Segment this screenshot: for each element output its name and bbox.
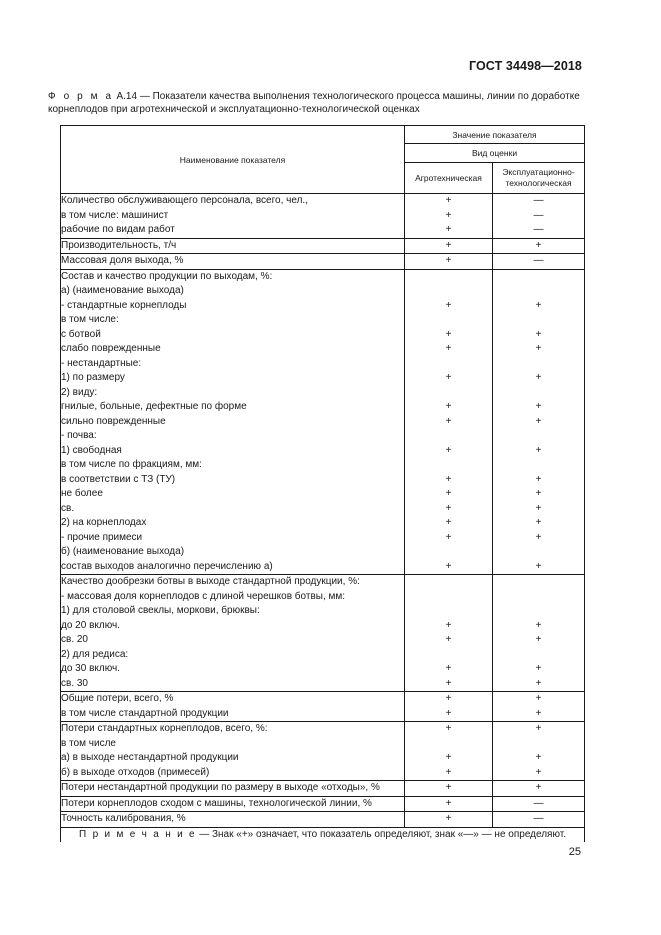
- table-row: а) (наименование выхода): [61, 284, 585, 299]
- header-agrotechnical: Агротехническая: [405, 163, 493, 194]
- table-row: св. 30 + +: [61, 677, 585, 692]
- header-indicator-value: Значение показателя: [405, 126, 585, 144]
- table-row: до 30 включ. + +: [61, 662, 585, 677]
- table-row: 2) для редиса:: [61, 648, 585, 663]
- table-row: св. + +: [61, 502, 585, 517]
- table-row: слабо поврежденные + +: [61, 342, 585, 357]
- table-row: 1) по размеру + +: [61, 371, 585, 386]
- table-row: 2) на корнеплодах + +: [61, 516, 585, 531]
- form-label: Ф о р м а: [48, 91, 114, 102]
- table-row: в том числе: [61, 737, 585, 752]
- table-row: Потери нестандартной продукции по размеру в выходе «отходы», % + +: [61, 781, 585, 797]
- table-row: Потери корнеплодов сходом с машины, технологической линии, % + —: [61, 796, 585, 812]
- table-row: до 20 включ. + +: [61, 619, 585, 634]
- table-row: Потери стандартных корнеплодов, всего, %: + +: [61, 722, 585, 737]
- table-row: состав выходов аналогично перечислению а) + +: [61, 560, 585, 575]
- note-label: П р и м е ч а н и е: [79, 828, 197, 840]
- header-operational: Эксплуатационно-технологическая: [493, 163, 585, 194]
- table-row: в том числе стандартной продукции + +: [61, 707, 585, 722]
- page-number: 25: [568, 846, 581, 858]
- table-row: не более + +: [61, 487, 585, 502]
- table-row: Состав и качество продукции по выходам, %:: [61, 269, 585, 284]
- table-note: [61, 827, 585, 842]
- table-row: - прочие примеси + +: [61, 531, 585, 546]
- table-row: б) в выходе отходов (примесей) + +: [61, 766, 585, 781]
- table-row: 2) виду:: [61, 386, 585, 401]
- indicators-table: [60, 125, 585, 842]
- table-row: в том числе:: [61, 313, 585, 328]
- table-row: в том числе: машинист + —: [61, 209, 585, 224]
- table-row: сильно поврежденные + +: [61, 415, 585, 430]
- table-row: - нестандартные:: [61, 357, 585, 372]
- caption-text: А.14 — Показатели качества выполнения технологического процесса машины, линии по доработке корнеплодов при агротехнической и эксплуатационно-технологической оценках: [48, 91, 580, 115]
- table-caption: [48, 91, 584, 116]
- table-row: гнилые, больные, дефектные по форме + +: [61, 400, 585, 415]
- table-row: Количество обслуживающего персонала, всего, чел., + —: [61, 194, 585, 209]
- table-row: - почва:: [61, 429, 585, 444]
- table-row: св. 20 + +: [61, 633, 585, 648]
- table-row: Общие потери, всего, % + +: [61, 692, 585, 707]
- note-text: — Знак «+» означает, что показатель определяют, знак «—» — не определяют.: [196, 828, 567, 840]
- header-evaluation-type: Вид оценки: [405, 144, 585, 163]
- table-row: б) (наименование выхода): [61, 545, 585, 560]
- table-row: в соответствии с ТЗ (ТУ) + +: [61, 473, 585, 488]
- standard-number: ГОСТ 34498—2018: [468, 59, 582, 73]
- table-row: Качество дообрезки ботвы в выходе стандартной продукции, %:: [61, 575, 585, 590]
- table-row: - массовая доля корнеплодов с длиной черешков ботвы, мм:: [61, 590, 585, 605]
- table-row: в том числе по фракциям, мм:: [61, 458, 585, 473]
- table-row: Производительность, т/ч + +: [61, 238, 585, 254]
- table-row: Массовая доля выхода, % + —: [61, 254, 585, 270]
- table-row: с ботвой + +: [61, 328, 585, 343]
- table-row: - стандартные корнеплоды + +: [61, 299, 585, 314]
- header-indicator-name: Наименование показателя: [61, 126, 405, 194]
- table-note-row: [61, 827, 585, 842]
- table-row: а) в выходе нестандартной продукции + +: [61, 751, 585, 766]
- table-row: Точность калибрования, % + —: [61, 812, 585, 828]
- table-row: рабочие по видам работ + —: [61, 223, 585, 238]
- table-row: 1) свободная + +: [61, 444, 585, 459]
- table-row: 1) для столовой свеклы, моркови, брюквы:: [61, 604, 585, 619]
